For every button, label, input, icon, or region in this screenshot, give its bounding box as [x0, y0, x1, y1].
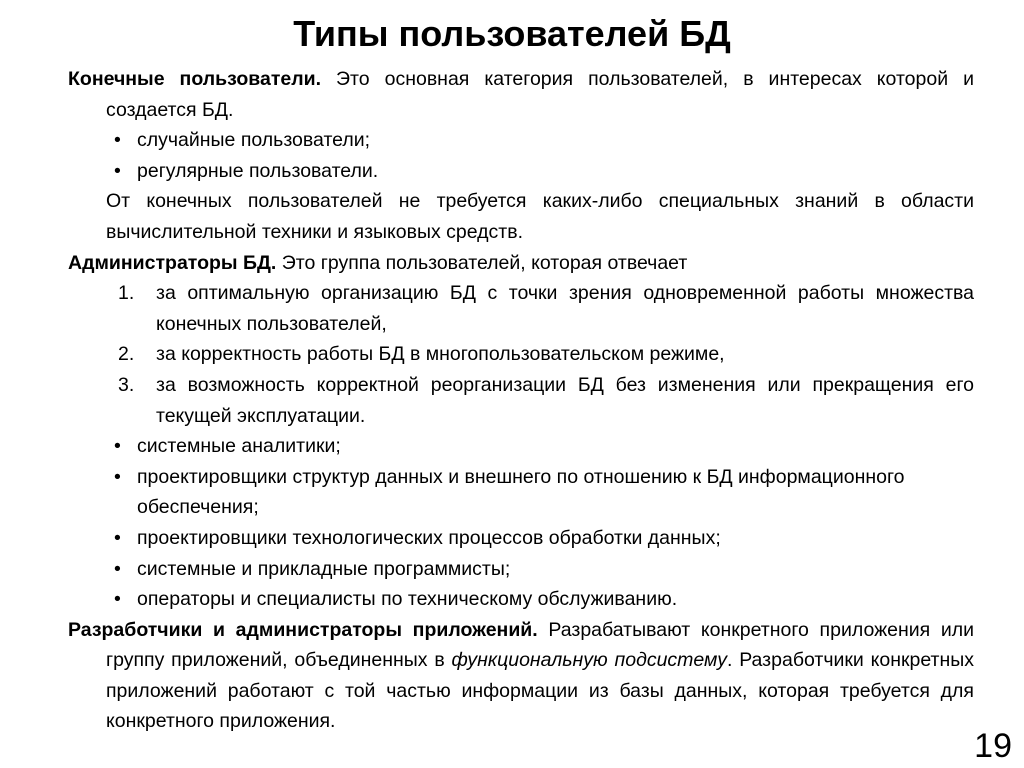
bullet-icon: • [114, 159, 121, 182]
end-users-note: От конечных пользователей не требуется каких-либо специальных знаний в области вычислительной техники и языковых средств. [106, 190, 974, 243]
bullet-icon: • [114, 435, 121, 458]
db-admins-paragraph [68, 248, 974, 279]
list-item: • регулярные пользователи. [68, 156, 974, 187]
end-users-paragraph [68, 64, 974, 125]
db-admins-roles-list [68, 431, 974, 615]
app-devs-paragraph: Разработчики и администраторы приложений. Разрабатывают конкретного приложения или группу приложений, объединенных в функциональную подсистему. Разработчики конкретных приложений работают с той частью информации из базы данных, которая требуется для конкретного приложения. [68, 618, 975, 733]
bullet-icon: • [114, 557, 121, 580]
page-number: 19 [974, 727, 1012, 765]
list-item: • системные аналитики; [68, 431, 974, 462]
db-admins-text: Это группа пользователей, которая отвечает [281, 251, 688, 274]
slide-title: Типы пользователей БД [293, 13, 731, 54]
list-item: 3. за возможность корректной реорганизации БД без изменения или прекращения его текущей эксплуатации. [118, 373, 974, 427]
app-devs-term: Разработчики и администраторы приложений. [68, 618, 538, 641]
bullet-icon: • [114, 588, 121, 611]
list-item: • системные и прикладные программисты; [68, 554, 974, 585]
list-item: • операторы и специалисты по техническому обслуживанию. [68, 584, 974, 615]
list-item: • случайные пользователи; [68, 125, 974, 156]
list-item: 2. за корректность работы БД в многопользовательском режиме, [118, 343, 725, 366]
list-item: • проектировщики технологических процессов обработки данных; [68, 523, 974, 554]
functional-subsystem-term: функциональную подсистему [451, 649, 727, 672]
end-users-text: Это основная категория пользователей, в интересах которой и создается БД. [106, 68, 975, 121]
bullet-icon: • [114, 465, 121, 488]
end-users-term: Конечные пользователи. [68, 68, 322, 90]
list-item: • проектировщики структур данных и внешнего по отношению к БД информационного обеспечения; [68, 462, 974, 523]
bullet-icon: • [114, 526, 121, 549]
list-item: 1. за оптимальную организацию БД с точки зрения одновременной работы множества конечных пользователей, [118, 282, 974, 335]
slide-content [68, 64, 974, 737]
db-admins-duties-list [68, 278, 974, 431]
bullet-icon: • [114, 129, 121, 152]
db-admins-term: Администраторы БД. [68, 251, 277, 274]
end-users-list [68, 125, 974, 186]
